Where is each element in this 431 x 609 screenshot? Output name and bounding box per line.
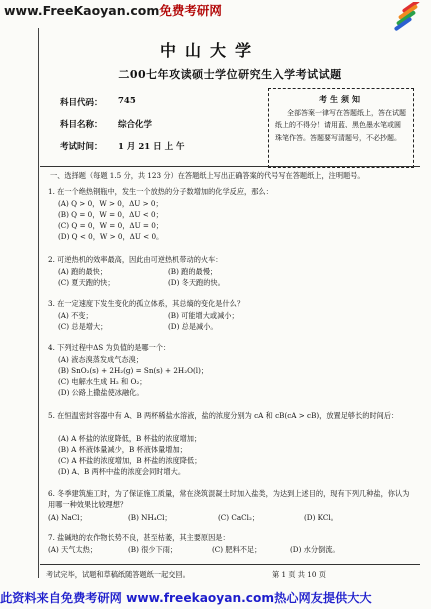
option-a: (A) A 杯盐的浓度降低，B 杯盐的浓度增加； <box>58 434 202 443</box>
notice-body: 全部答案一律写在答题纸上，答在试题纸上的不得分！请用蓝、黑色墨水笔或圆珠笔作答。答题要写清题号，不必抄题。 <box>275 108 406 142</box>
option-c: (C) CaCl₂； <box>218 513 260 522</box>
exam-title: 二00七年攻读硕士学位研究生入学考试试题 <box>118 68 342 81</box>
option-a: (A) NaCl； <box>48 513 87 522</box>
question-stem: 6. 冬季建筑施工时，为了保证施工质量，常在浇筑混凝土时加入盐类，为达到上述目的，现有下列几种盐，你认为用哪一种效果比较理想？ <box>48 489 410 509</box>
page-indicator: 第 1 页 共 10 页 <box>272 570 326 579</box>
site-tagline: 免费考研网 <box>159 3 222 18</box>
option-a: (A) 不变； <box>58 311 93 320</box>
option-c: (C) Q = 0，W = 0，ΔU = 0； <box>58 221 163 230</box>
option-d: (D) 水分倒流。 <box>290 545 340 554</box>
exam-time-label: 考试时间： <box>60 142 103 152</box>
option-d: (D) 公路上撒盐使冰融化。 <box>58 388 144 397</box>
footer-note: 考试完毕，试题和草稿纸随答题纸一起交回。 <box>46 570 190 579</box>
question-stem: 2. 可逆热机的效率最高，因此由可逆热机带动的火车： <box>48 255 223 264</box>
question-1 <box>48 186 420 244</box>
option-d: (D) 总是减小。 <box>168 322 218 331</box>
question-stem: 3. 在一定速度下发生变化的孤立体系，其总熵的变化是什么？ <box>48 299 245 308</box>
candidate-notice-box <box>268 88 414 168</box>
option-a: (A) Q > 0，W > 0，ΔU > 0； <box>58 199 163 208</box>
site-url[interactable] <box>4 0 222 22</box>
option-c: (C) 电解水生成 H₂ 和 O₂； <box>58 377 147 386</box>
option-a: (A) 跑的最快； <box>58 267 108 276</box>
option-c: (C) A 杯盐的浓度增加，B 杯盐的浓度降低； <box>58 456 202 465</box>
question-stem: 7. 盐碱地的农作物长势不良，甚至枯萎，其主要原因是： <box>48 533 230 542</box>
footer-divider <box>40 564 420 565</box>
question-3 <box>48 298 420 332</box>
header-divider <box>40 166 420 167</box>
section-heading: 一、选择题（每题 1.5 分，共 123 分）在答题纸上写出正确答案的代号写在答题纸上，注明题号。 <box>50 171 365 180</box>
question-stem: 1. 在一个绝热钢瓶中，发生一个放热的分子数增加的化学反应，那么： <box>48 187 273 196</box>
site-header <box>0 0 431 22</box>
option-d: (D) Q < 0，W > 0，ΔU < 0。 <box>58 232 164 241</box>
question-stem: 4. 下列过程中ΔS 为负值的是哪一个： <box>48 343 171 352</box>
subject-name-row <box>60 118 153 130</box>
option-d: (D) 冬天跑的快。 <box>168 278 225 287</box>
option-b: (B) A 杯液体量减少，B 杯液体量增加； <box>58 445 187 454</box>
option-b: (B) 跑的最慢； <box>168 267 218 276</box>
option-c: (C) 夏天跑的快； <box>58 278 115 287</box>
university-title: 中山大学 <box>159 41 260 60</box>
option-a: (A) 天气太热； <box>48 545 98 554</box>
option-b: (B) 可能增大或减小； <box>168 311 239 320</box>
subject-code-row <box>60 96 136 108</box>
option-b: (B) SnO₂(s) + 2H₂(g) = Sn(s) + 2H₂O(l)； <box>58 366 209 375</box>
question-2 <box>48 254 420 288</box>
question-4 <box>48 342 420 400</box>
question-5 <box>48 410 420 480</box>
subject-name-label: 科目名称： <box>60 120 103 130</box>
option-c: (C) 总是增大； <box>58 322 108 331</box>
notice-heading: 考生须知 <box>319 94 363 104</box>
option-a: (A) 液态溴蒸发成气态溴； <box>58 355 143 364</box>
option-d: (D) KCl。 <box>304 513 338 522</box>
subject-code-value: 745 <box>118 96 136 106</box>
subject-code-label: 科目代码： <box>60 98 103 108</box>
source-banner-text: 此资料来自免费考研网 www.freekaoyan.com热心网友提供大大 <box>0 591 372 605</box>
exam-time-value: 1 月 21 日 上 午 <box>118 142 185 152</box>
question-stem: 5. 在恒温密封容器中有 A、B 两杯稀盐水溶液，盐的浓度分别为 cA 和 cB(cA > cB)，放置足够长的时间后： <box>48 411 399 420</box>
site-url-text[interactable]: www.FreeKaoyan.com <box>4 3 160 18</box>
option-c: (C) 肥料不足； <box>212 545 262 554</box>
subject-name-value: 综合化学 <box>118 120 153 130</box>
option-b: (B) Q = 0，W = 0，ΔU < 0； <box>58 210 163 219</box>
option-b: (B) NH₄Cl； <box>128 513 172 522</box>
option-d: (D) A、B 两杯中盐的浓度会同时增大。 <box>58 467 186 476</box>
question-6 <box>48 488 420 524</box>
exam-time-row <box>60 140 185 152</box>
option-b: (B) 很少下雨； <box>128 545 178 554</box>
source-banner <box>0 588 431 609</box>
question-7 <box>48 532 420 556</box>
